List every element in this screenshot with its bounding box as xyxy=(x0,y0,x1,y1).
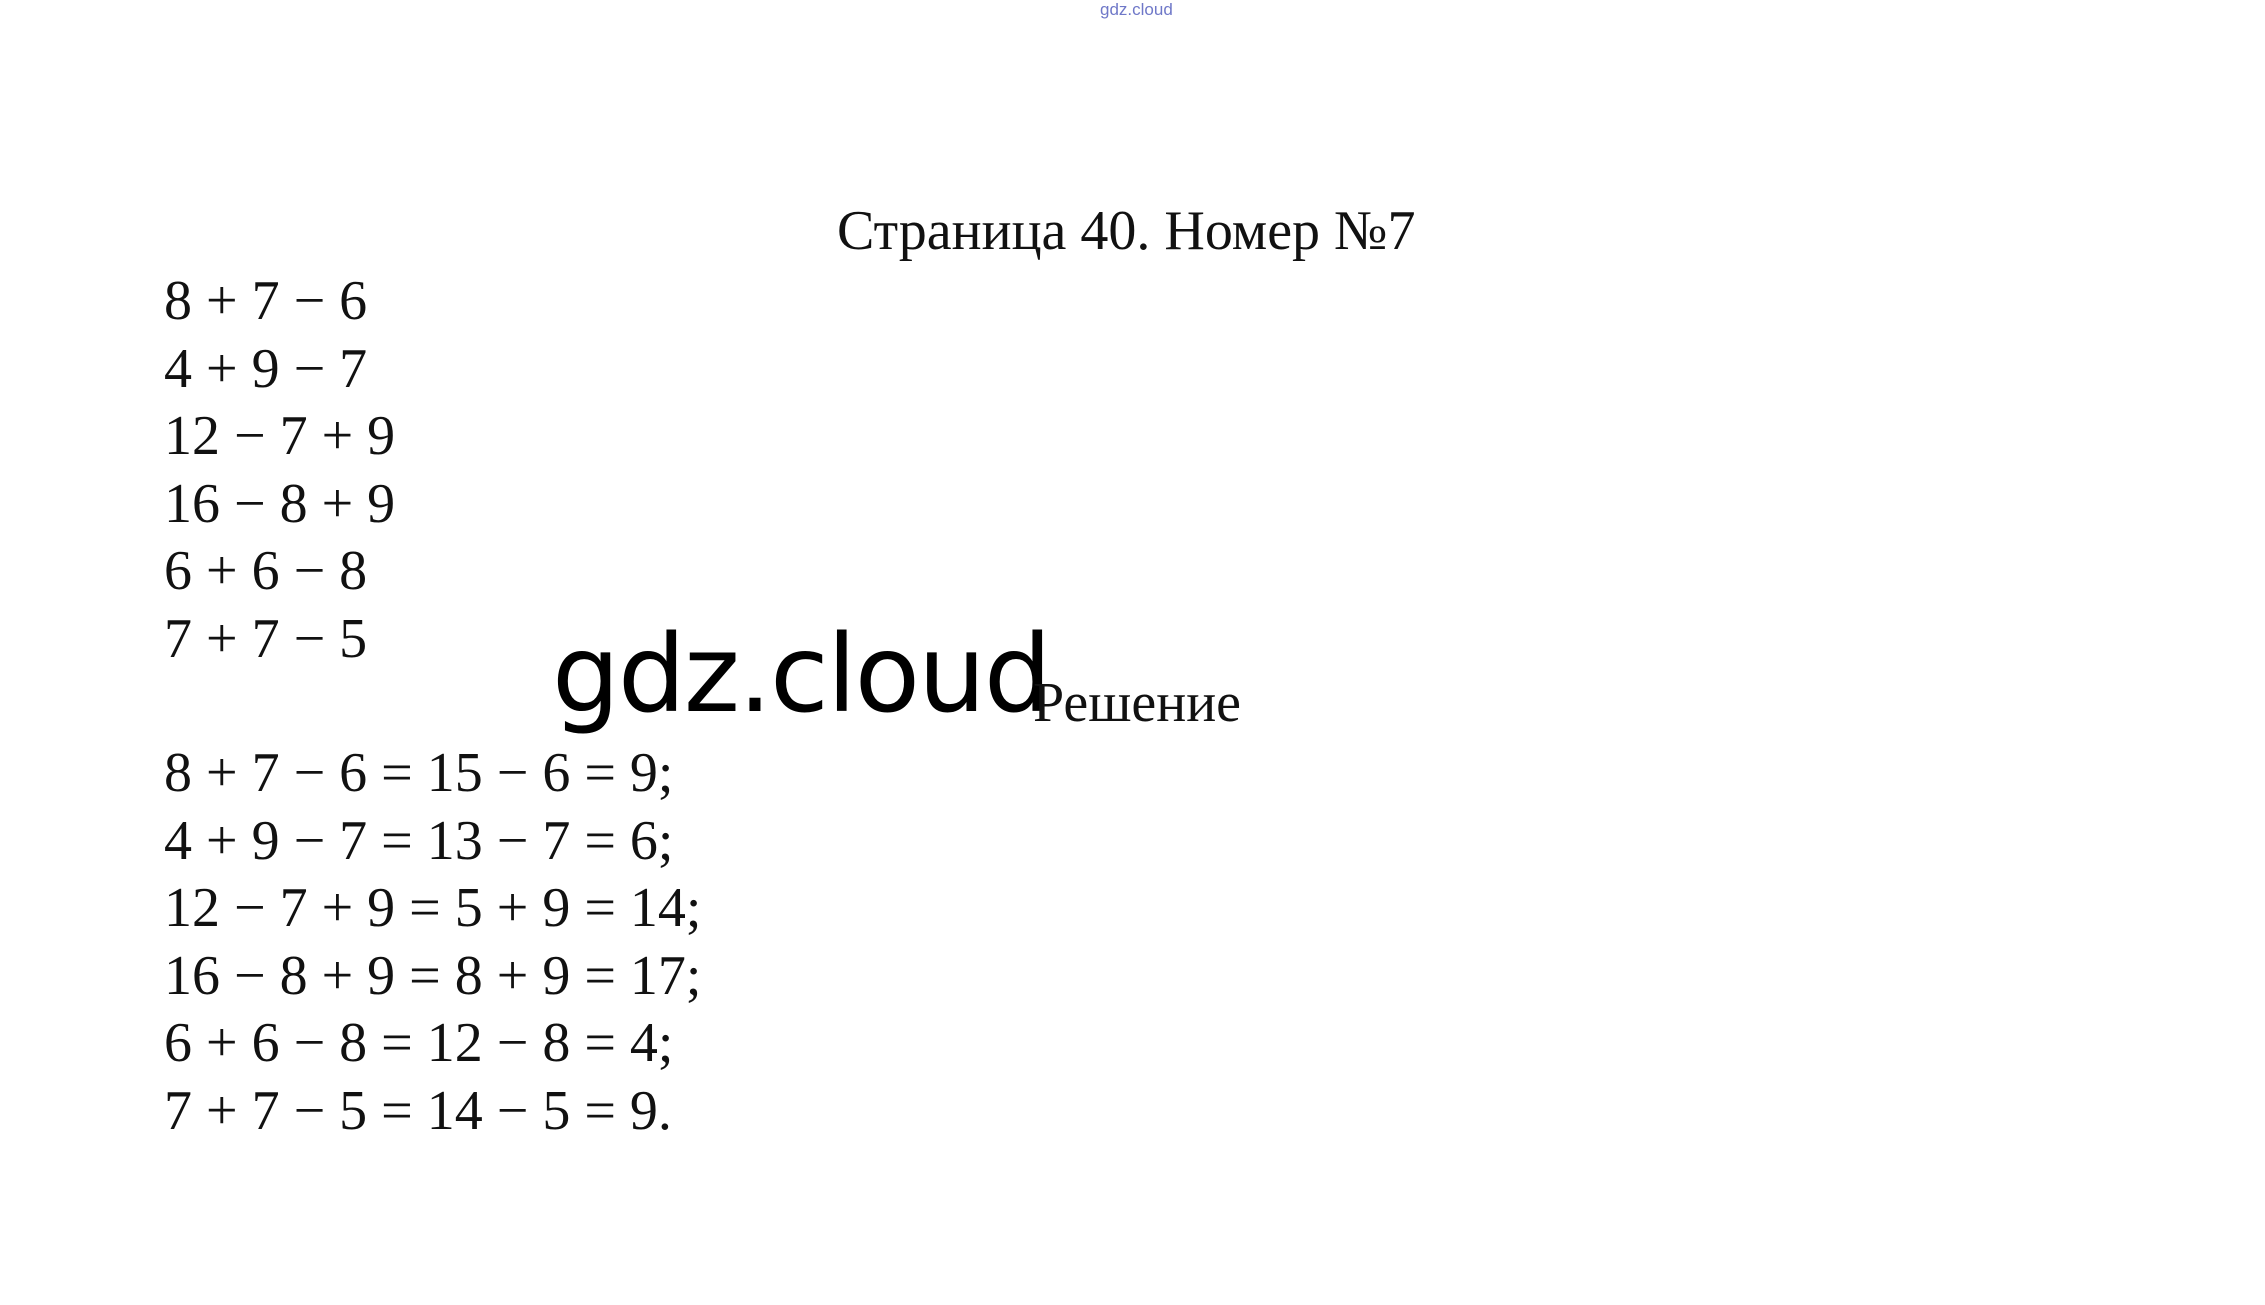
task-item: 8 + 7 − 6 xyxy=(164,270,368,332)
watermark-logo: gdz.cloud xyxy=(552,613,1050,737)
task-list xyxy=(164,268,395,673)
solution-heading: Решение xyxy=(1033,672,1242,734)
answer-item: 12 − 7 + 9 = 5 + 9 = 14; xyxy=(164,877,702,939)
answer-item: 7 + 7 − 5 = 14 − 5 = 9. xyxy=(164,1079,672,1142)
task-item: 6 + 6 − 8 xyxy=(164,540,368,602)
task-item: 16 − 8 + 9 xyxy=(164,472,396,535)
task-item: 7 + 7 − 5 xyxy=(164,607,368,670)
task-item: 4 + 9 − 7 xyxy=(164,337,368,400)
top-watermark: gdz.cloud xyxy=(1100,0,1173,19)
page-title: Страница 40. Номер №7 xyxy=(837,200,1416,262)
answer-list xyxy=(164,740,701,1145)
answer-item: 6 + 6 − 8 = 12 − 8 = 4; xyxy=(164,1012,674,1074)
task-item: 12 − 7 + 9 xyxy=(164,405,396,467)
answer-item: 16 − 8 + 9 = 8 + 9 = 17; xyxy=(164,944,702,1007)
answer-item: 4 + 9 − 7 = 13 − 7 = 6; xyxy=(164,809,674,872)
answer-item: 8 + 7 − 6 = 15 − 6 = 9; xyxy=(164,742,674,804)
